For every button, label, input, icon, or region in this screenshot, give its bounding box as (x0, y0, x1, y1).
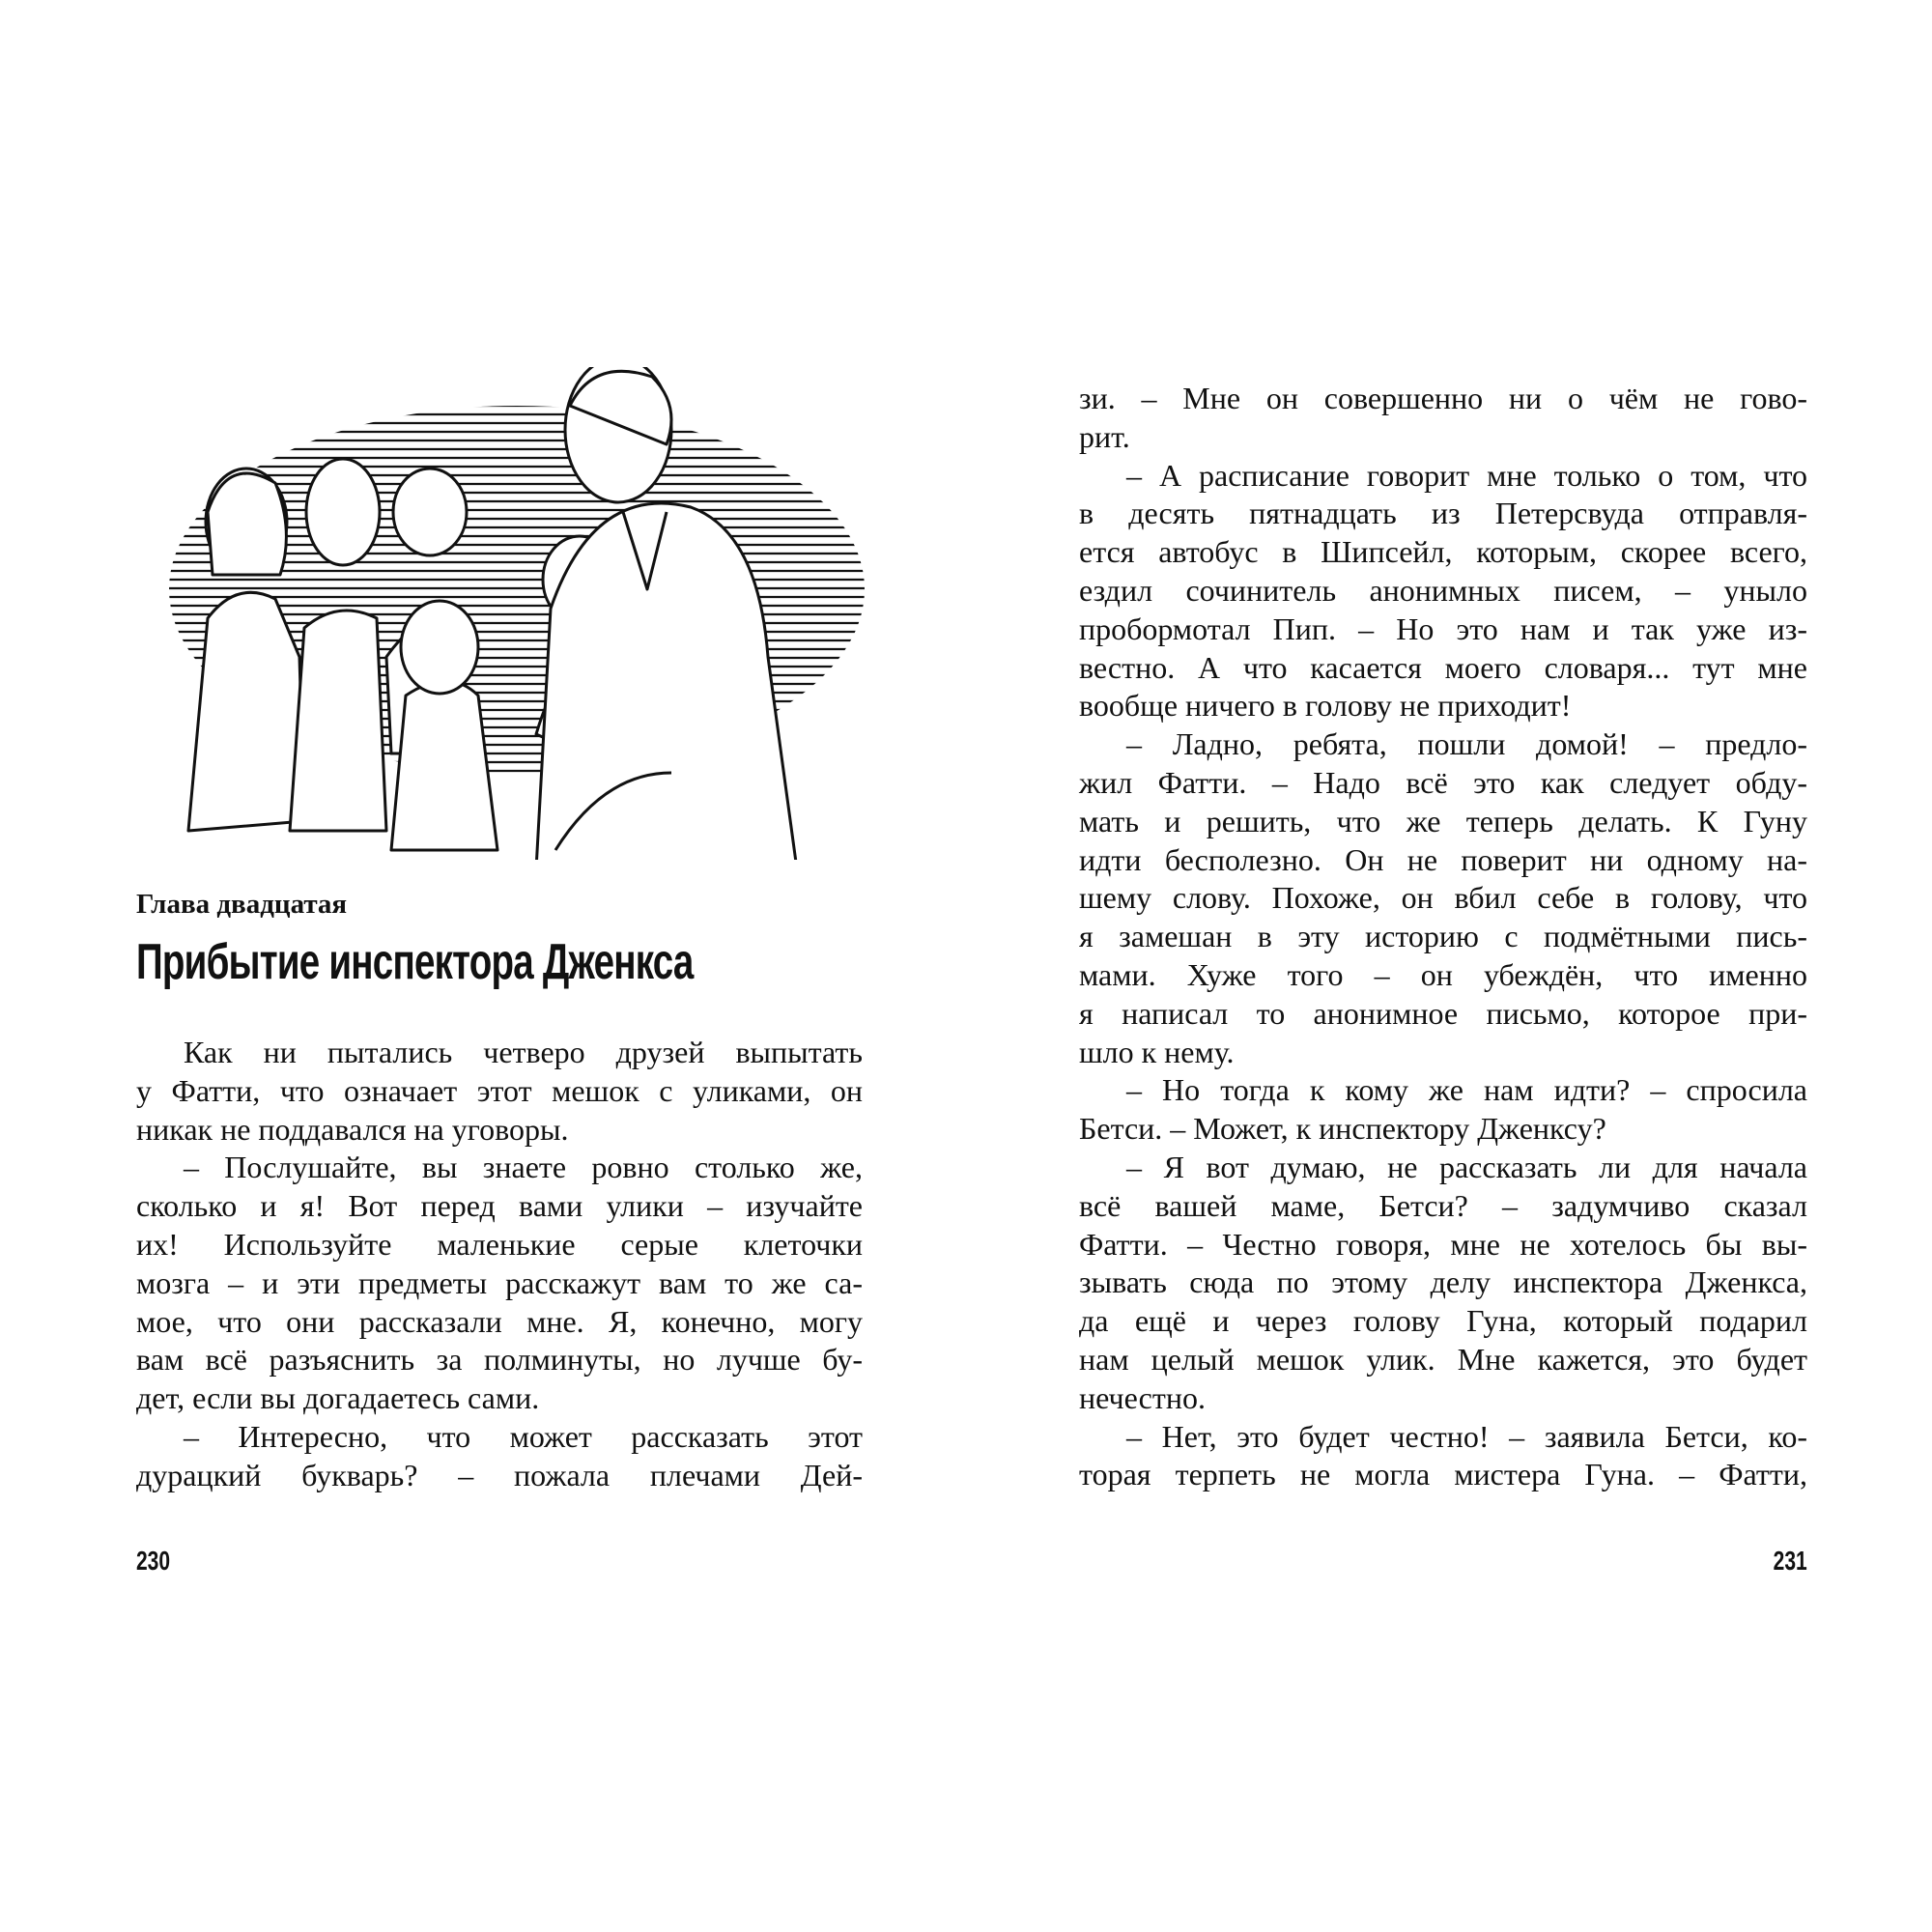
chapter-title: Прибытие инспектора Дженкса (136, 934, 694, 990)
text-line: дурацкий букварь? – пожала плечами Дей- (136, 1457, 863, 1492)
page-number-right: 231 (1773, 1546, 1807, 1576)
text-line: торая терпеть не могла мистера Гуна. – Фатти, (1079, 1457, 1807, 1492)
text-line: – Но тогда к кому же нам идти? – спросила (1126, 1072, 1807, 1108)
text-line: – Я вот думаю, не рассказать ли для начала (1126, 1149, 1807, 1184)
text-line: ется автобус в Шипсейл, которым, скорее всего, (1079, 534, 1807, 570)
text-line: в десять пятнадцать из Петерсвуда отправля- (1079, 496, 1807, 531)
right-page-body (1079, 380, 1807, 1494)
text-line: всё вашей маме, Бетси? – задумчиво сказал (1079, 1187, 1807, 1223)
text-line: сколько и я! Вот перед вами улики – изучайте (136, 1188, 863, 1224)
text-line: мать и решить, что же теперь делать. К Гуну (1079, 803, 1807, 838)
text-line: – А расписание говорит мне только о том, что (1126, 457, 1807, 493)
text-line: рит. (1079, 418, 1130, 454)
text-line: у Фатти, что означает этот мешок с уликами, он (136, 1072, 863, 1108)
text-line: зи. – Мне он совершенно ни о чём не гово- (1079, 381, 1807, 415)
text-line: Бетси. – Может, к инспектору Дженксу? (1079, 1111, 1606, 1147)
text-line: ездил сочинитель анонимных писем, – уныло (1079, 572, 1807, 608)
text-line: – Интересно, что может рассказать этот (184, 1418, 863, 1454)
chapter-illustration (169, 367, 865, 860)
text-line: да ещё и через голову Гуна, который подарил (1079, 1303, 1807, 1339)
text-line: жил Фатти. – Надо всё это как следует обду- (1079, 764, 1807, 800)
text-line: пробормотал Пип. – Но это нам и так уже из- (1079, 611, 1807, 646)
text-line: мозга – и эти предметы расскажут вам то же са- (136, 1264, 863, 1300)
text-line: зывать сюда по этому делу инспектора Дженкса, (1079, 1264, 1807, 1300)
text-line: нам целый мешок улик. Мне кажется, это будет (1079, 1341, 1807, 1377)
text-line: нечестно. (1079, 1379, 1206, 1415)
chapter-label: Глава двадцатая (136, 889, 348, 920)
text-line: шло к нему. (1079, 1034, 1235, 1069)
text-line: мами. Хуже того – он убеждён, что именно (1079, 956, 1807, 992)
text-line: мое, что они рассказали мне. Я, конечно, могу (136, 1303, 863, 1339)
text-line: Как ни пытались четверо друзей выпытать (184, 1035, 863, 1069)
text-line: – Ладно, ребята, пошли домой! – предло- (1126, 726, 1807, 762)
text-line: никак не поддавался на уговоры. (136, 1111, 569, 1147)
text-line: вестно. А что касается моего словаря... тут мне (1079, 649, 1807, 685)
text-line: я замешан в эту историю с подмётными пись- (1079, 919, 1807, 954)
left-page-body (136, 1034, 863, 1495)
text-line: Фатти. – Честно говоря, мне не хотелось бы вы- (1079, 1226, 1807, 1262)
text-line: – Нет, это будет честно! – заявила Бетси, ко- (1126, 1418, 1807, 1454)
text-line: – Послушайте, вы знаете ровно столько же, (184, 1150, 863, 1185)
text-line: их! Используйте маленькие серые клеточки (136, 1226, 863, 1262)
page-number-left: 230 (136, 1546, 171, 1576)
text-line: шему слову. Похоже, он вбил себе в голову, что (1079, 880, 1807, 916)
text-line: вам всё разъяснить за полминуты, но лучше бу- (136, 1342, 863, 1378)
text-line: вообще ничего в голову не приходит! (1079, 688, 1572, 724)
text-line: я написал то анонимное письмо, которое при- (1079, 995, 1807, 1031)
text-line: дет, если вы догадаетесь сами. (136, 1380, 540, 1416)
text-line: идти бесполезно. Он не поверит ни одному на- (1079, 841, 1807, 877)
